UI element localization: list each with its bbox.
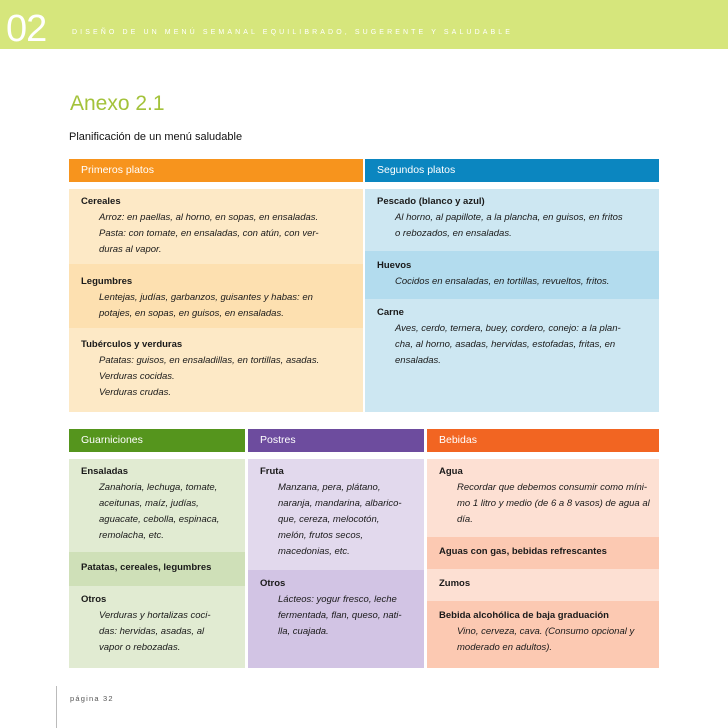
cereales-cell bbox=[69, 189, 363, 264]
postres-otros-line: fermentada, flan, queso, nati- bbox=[278, 610, 402, 621]
carne-line: ensaladas. bbox=[395, 355, 441, 366]
page-subtitle: Planificación de un menú saludable bbox=[69, 131, 243, 143]
tuberculos-line: Patatas: guisos, en ensaladillas, en tortillas, asadas. bbox=[99, 355, 320, 366]
huevos-cell bbox=[365, 251, 659, 299]
alcohol-title: Bebida alcohólica de baja graduación bbox=[439, 610, 609, 621]
agua-line: Recordar que debemos consumir como míni- bbox=[457, 482, 648, 493]
agua-line: día. bbox=[457, 514, 473, 525]
fruta-line: macedonias, etc. bbox=[278, 546, 350, 557]
postres-otros-line: lla, cuajada. bbox=[278, 626, 329, 637]
pescado-title: Pescado (blanco y azul) bbox=[377, 196, 485, 207]
carne-title: Carne bbox=[377, 307, 404, 318]
guarniciones-otros-cell bbox=[69, 586, 245, 668]
carne-line: cha, al horno, asadas, hervidas, estofadas, fritas, en bbox=[395, 339, 616, 350]
gas-cell bbox=[427, 537, 659, 569]
alcohol-line: moderado en adultos). bbox=[457, 642, 553, 653]
zumos-title: Zumos bbox=[439, 578, 471, 589]
ensaladas-line: Zanahoria, lechuga, tomate, bbox=[99, 482, 218, 493]
fruta-line: naranja, mandarina, albarico- bbox=[278, 498, 402, 509]
postres-header: Postres bbox=[248, 429, 424, 452]
agua-cell bbox=[427, 459, 659, 537]
cereales-line: duras al vapor. bbox=[99, 244, 162, 255]
fruta-line: Manzana, pera, plátano, bbox=[278, 482, 381, 493]
bebidas-header: Bebidas bbox=[427, 429, 659, 452]
carne-line: Aves, cerdo, ternera, buey, cordero, conejo: a la plan- bbox=[395, 323, 621, 334]
ensaladas-title: Ensaladas bbox=[81, 466, 128, 477]
tuberculos-line: Verduras cocidas. bbox=[99, 371, 175, 382]
guarniciones-header: Guarniciones bbox=[69, 429, 245, 452]
chapter-banner bbox=[0, 0, 728, 49]
pescado-cell bbox=[365, 189, 659, 251]
huevos-line: Cocidos en ensaladas, en tortillas, revueltos, fritos. bbox=[395, 276, 610, 287]
postres-otros-title: Otros bbox=[260, 578, 286, 589]
agua-title: Agua bbox=[439, 466, 463, 477]
pescado-line: o rebozados, en ensaladas. bbox=[395, 228, 512, 239]
ensaladas-cell bbox=[69, 459, 245, 552]
legumbres-line: potajes, en sopas, en guisos, en ensaladas. bbox=[99, 308, 284, 319]
guarniciones-otros-line: Verduras y hortalizas coci- bbox=[99, 610, 211, 621]
carne-cell bbox=[365, 299, 659, 412]
legumbres-line: Lentejas, judías, garbanzos, guisantes y habas: en bbox=[99, 292, 313, 303]
postres-otros-cell bbox=[248, 570, 424, 668]
tuberculos-title: Tubérculos y verduras bbox=[81, 339, 183, 350]
alcohol-line: Vino, cerveza, cava. (Consumo opcional y bbox=[457, 626, 635, 637]
segundos-header: Segundos platos bbox=[365, 159, 659, 182]
postres-otros-line: Lácteos: yogur fresco, leche bbox=[278, 594, 397, 605]
ensaladas-line: aguacate, cebolla, espinaca, bbox=[99, 514, 220, 525]
footer-divider bbox=[56, 686, 57, 728]
legumbres-title: Legumbres bbox=[81, 276, 133, 287]
tuberculos-cell bbox=[69, 328, 363, 412]
fruta-cell bbox=[248, 459, 424, 570]
primeros-header: Primeros platos bbox=[69, 159, 363, 182]
annex-title: Anexo 2.1 bbox=[70, 92, 165, 115]
huevos-title: Huevos bbox=[377, 260, 412, 271]
legumbres-cell bbox=[69, 264, 363, 328]
ensaladas-line: remolacha, etc. bbox=[99, 530, 164, 541]
tuberculos-line: Verduras crudas. bbox=[99, 387, 171, 398]
patatas-title: Patatas, cereales, legumbres bbox=[81, 562, 212, 573]
guarniciones-otros-line: vapor o rebozadas. bbox=[99, 642, 181, 653]
chapter-title: DISEÑO DE UN MENÚ SEMANAL EQUILIBRADO, SUGERENTE Y SALUDABLE bbox=[72, 29, 514, 36]
chapter-number: 02 bbox=[6, 8, 47, 50]
pescado-line: Al horno, al papillote, a la plancha, en guisos, en fritos bbox=[395, 212, 623, 223]
page-number: página 32 bbox=[70, 694, 114, 703]
ensaladas-line: aceitunas, maíz, judías, bbox=[99, 498, 199, 509]
fruta-line: que, cereza, melocotón, bbox=[278, 514, 380, 525]
fruta-line: melón, frutos secos, bbox=[278, 530, 364, 541]
fruta-title: Fruta bbox=[260, 466, 284, 477]
cereales-title: Cereales bbox=[81, 196, 121, 207]
agua-line: mo 1 litro y medio (de 6 a 8 vasos) de agua al bbox=[457, 498, 650, 509]
zumos-cell bbox=[427, 569, 659, 601]
alcohol-cell bbox=[427, 601, 659, 668]
cereales-line: Pasta: con tomate, en ensaladas, con atún, con ver- bbox=[99, 228, 319, 239]
guarniciones-otros-title: Otros bbox=[81, 594, 107, 605]
cereales-line: Arroz: en paellas, al horno, en sopas, en ensaladas. bbox=[99, 212, 319, 223]
gas-title: Aguas con gas, bebidas refrescantes bbox=[439, 546, 607, 557]
patatas-cell bbox=[69, 552, 245, 586]
guarniciones-otros-line: das: hervidas, asadas, al bbox=[99, 626, 205, 637]
